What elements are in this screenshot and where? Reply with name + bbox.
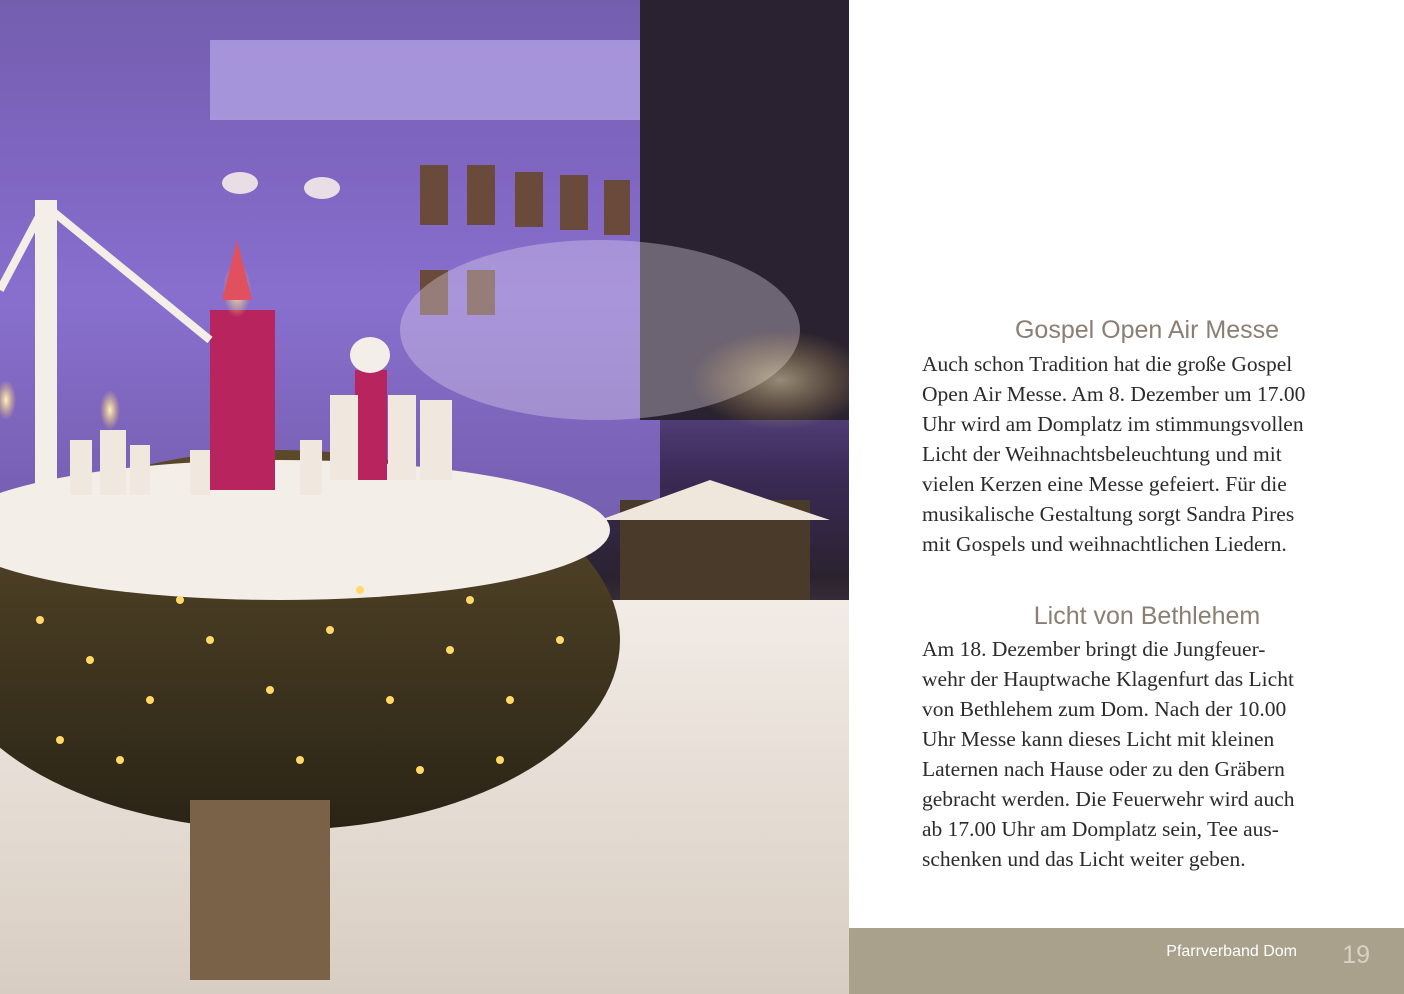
section-body-bethlehem: Am 18. Dezember bringt die Jungfeuer- wehr der Hauptwache Klagenfurt das Licht von Bethlehem zum Dom. Nach der 10.00 Uhr Messe kann dieses Licht mit kleinen Laternen nach Hause oder zu den Gräbern gebracht werden. Die Feuerwehr wird auch ab 17.00 Uhr am Domplatz sein, Tee aus- schenken und das Licht weiter geben. [922,637,1295,871]
section-heading-bethlehem: Licht von Bethlehem [1033,602,1261,630]
page-number: 19 [1342,941,1370,969]
section-heading-gospel: Gospel Open Air Messe [1014,316,1279,344]
footer-organization: Pfarrverband Dom [1166,943,1297,960]
text-panel [849,0,1404,928]
section-body-gospel: Auch schon Tradition hat die große Gospel Open Air Messe. Am 8. Dezember um 17.00 Uhr wird am Domplatz im stimmungsvollen Licht der Weihnachtsbeleuchtung und mit vielen Kerzen eine Messe gefeiert. Für die musikalische Gestaltung sorgt Sandra Pires mit Gospels und weihnachtlichen Liedern. [922,352,1306,556]
footer-bar [849,928,1404,994]
